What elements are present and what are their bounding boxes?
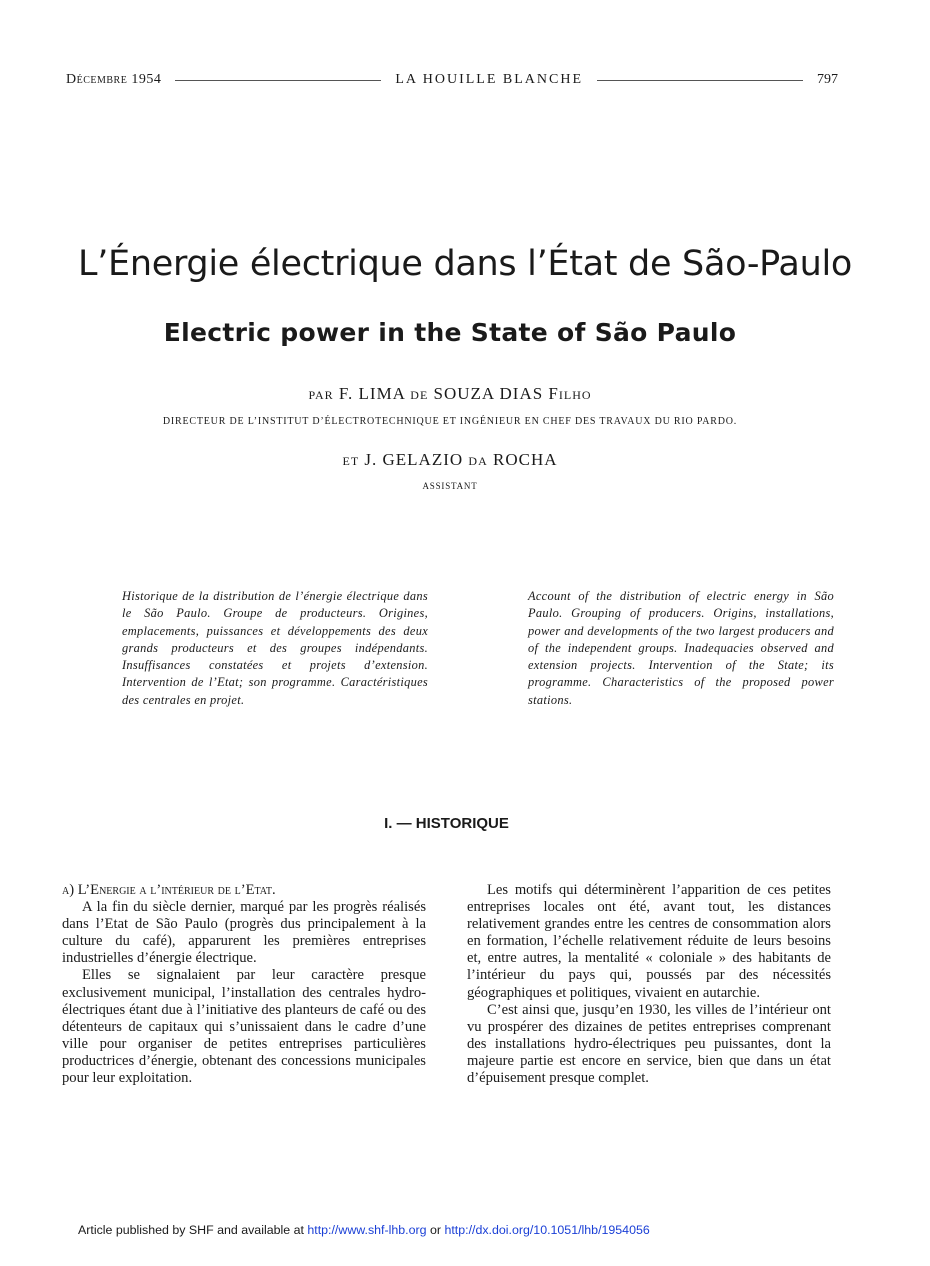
header-journal-name: LA HOUILLE BLANCHE — [395, 72, 583, 87]
body-column-left — [62, 882, 426, 1087]
author-primary-affiliation: DIRECTEUR DE L’INSTITUT D’ÉLECTROTECHNIQUE ET INGÉNIEUR EN CHEF DES TRAVAUX DU RIO PARDO. — [162, 416, 738, 427]
body-paragraph: C’est ainsi que, jusqu’en 1930, les villes de l’intérieur ont vu prospérer des dizaines de petites entreprises comprenant des installations hydro-électriques peu puissantes, dont la majeure partie est encore en service, bien que dans un état d’épuisement presque complet. — [467, 1001, 831, 1087]
author-secondary-affiliation: ASSISTANT — [422, 481, 478, 491]
header-page-number: 797 — [817, 72, 838, 87]
author-secondary: et J. GELAZIO da ROCHA — [342, 450, 558, 469]
footer-text: Article published by SHF and available at — [78, 1223, 304, 1237]
body-paragraph: Les motifs qui déterminèrent l’apparition de ces petites entreprises locales ont été, avant tout, les distances relativement grandes entre les centres de consommation alors en formation, l’échelle relativement réduite de leurs besoins et, entre autres, la mentalité « coloniale » des habitants de l’intérieur du pays qui, poussés par des nécessités géographiques et politiques, vivaient en autarchie. — [467, 882, 831, 1001]
abstract-english: Account of the distribution of electric energy in São Paulo. Grouping of producers. Origins, installations, power and developments of the two largest producers and of the independent groups. Inadequacies observed and extension projects. Intervention of the State; its programme. Characteristics of the proposed power stations. — [528, 589, 834, 707]
abstract-french: Historique de la distribution de l’énergie électrique dans le São Paulo. Groupe de producteurs. Origines, emplacements, puissances et développements des deux grands producteurs et des groupes indépendants. Insuffisances constatées et projets d’extension. Intervention de l’Etat; son programme. Caractéristiques des centrales en projet. — [122, 589, 428, 707]
author-primary: par F. LIMA de SOUZA DIAS Filho — [308, 384, 592, 403]
article-title: L’Énergie électrique dans l’État de São-Paulo — [78, 244, 852, 284]
subsection-heading: a) L’Energie a l’intérieur de l’Etat. — [62, 882, 276, 898]
footer-link-doi[interactable]: http://dx.doi.org/10.1051/lhb/1954056 — [444, 1223, 650, 1237]
header-date: Décembre 1954 — [66, 72, 162, 87]
header-rule-left — [175, 80, 381, 81]
body-column-right — [467, 882, 831, 1087]
publication-footer — [78, 1223, 650, 1237]
section-heading: I. — HISTORIQUE — [384, 815, 509, 832]
article-subtitle: Electric power in the State of São Paulo — [163, 318, 737, 347]
running-head — [66, 70, 838, 90]
header-rule-right — [597, 80, 803, 81]
footer-connector: or — [429, 1223, 441, 1237]
body-paragraph: Elles se signalaient par leur caractère presque exclusivement municipal, l’installation des centrales hydro-électriques étant due à l’initiative des planteurs de café ou des détenteurs de capitaux qui s’unissaient dans le cadre d’une ville pour organiser de petites entreprises particulières productrices d’énergie, obtenant des concessions municipales pour leur exploitation. — [62, 967, 426, 1087]
footer-link-shf[interactable]: http://www.shf-lhb.org — [307, 1223, 427, 1237]
body-paragraph: A la fin du siècle dernier, marqué par les progrès réalisés dans l’Etat de São Paulo (progrès dus principalement à la culture du café), apparurent les premières entreprises industrielles d’énergie électrique. — [62, 899, 426, 967]
